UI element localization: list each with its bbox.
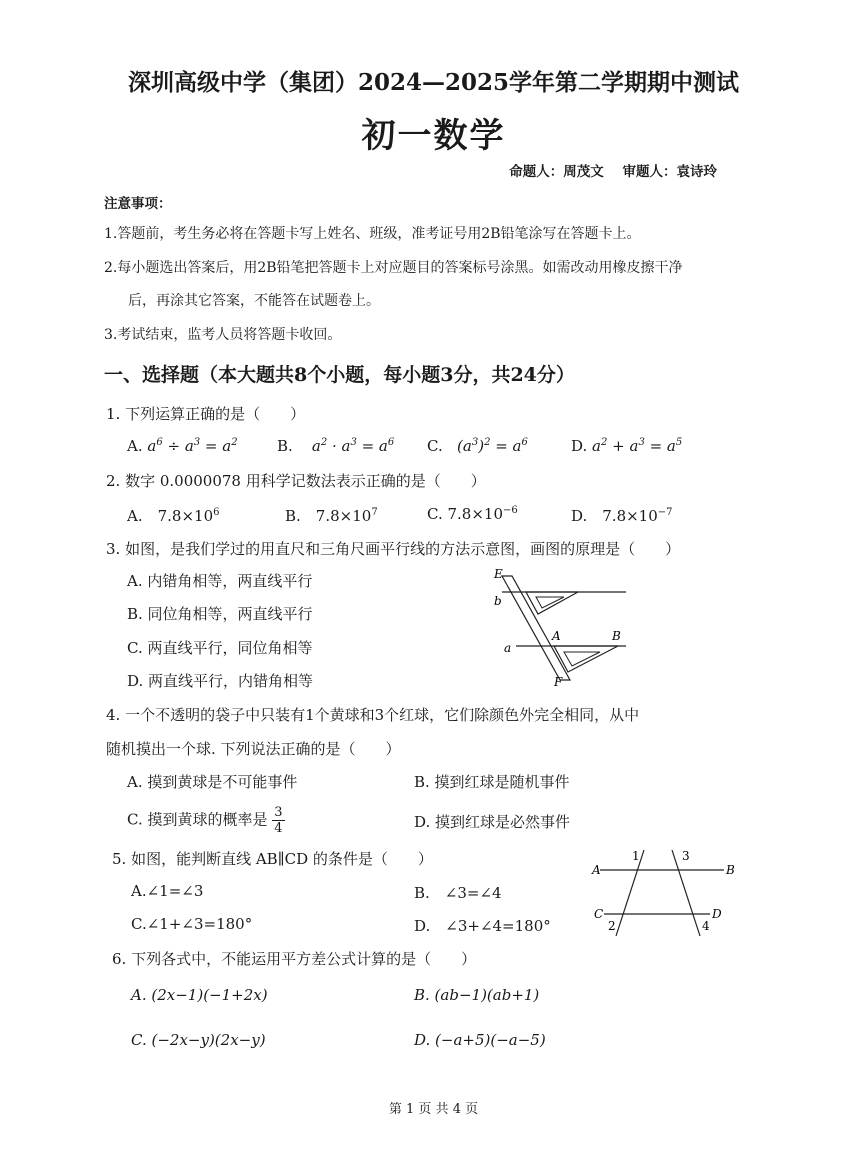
q1-option-d: D. $a^2 + a^3 = a^5$	[571, 437, 683, 455]
page-footer: 第 1 页 共 4 页	[388, 1102, 479, 1117]
label-1: 1	[632, 849, 640, 863]
q1-option-b: B. $a^2 \cdot a^3 = a^6$	[277, 437, 395, 455]
notice-item-1: 1.答题前，考生务必将在答题卡写上姓名、班级，准考证号用2B铅笔涂写在答题卡上。	[104, 226, 641, 242]
q3-option-d: D. 两直线平行，内错角相等	[127, 672, 314, 690]
q4-c-text: C. 摸到黄球的概率是	[127, 810, 268, 829]
q4-option-d: D. 摸到红球是必然事件	[414, 813, 571, 831]
q6-option-a: A. (2x−1)(−1+2x)	[131, 986, 268, 1004]
q4-option-a: A. 摸到黄球是不可能事件	[127, 773, 298, 791]
q3-option-b: B. 同位角相等，两直线平行	[127, 605, 313, 623]
q1-option-a: A. $a^6 \div a^3 = a^2$	[127, 437, 238, 455]
question-4-stem-1: 4. 一个不透明的袋子中只装有1个黄球和3个红球，它们除颜色外完全相同，从中	[106, 706, 640, 724]
q3-option-c: C. 两直线平行，同位角相等	[127, 639, 313, 657]
fraction-denominator: 4	[274, 821, 283, 836]
label-4: 4	[702, 919, 710, 933]
notice-item-3: 3.考试结束，监考人员将答题卡收回。	[104, 327, 342, 343]
notice-item-2-cont: 后，再涂其它答案，不能答在试题卷上。	[128, 293, 380, 309]
label-C: C	[594, 907, 604, 921]
q3-figure	[488, 568, 638, 690]
q2-option-b	[285, 505, 378, 526]
transversal-left	[616, 850, 644, 936]
label-A: A	[592, 863, 601, 877]
q1-b-label: B.	[277, 437, 293, 455]
triangle-lower-inner	[564, 652, 600, 666]
question-2-stem: 2. 数字 0.0000078 用科学记数法表示正确的是（ ）	[106, 472, 486, 490]
q2-option-c	[427, 505, 518, 523]
exam-subject: 初一数学	[361, 116, 506, 156]
q5-option-a: A.∠1=∠3	[131, 882, 204, 900]
q6-option-d: D. (−a+5)(−a−5)	[414, 1031, 546, 1049]
label-a: a	[504, 641, 512, 655]
q3-option-a: A. 内错角相等，两直线平行	[127, 572, 313, 590]
label-2: 2	[608, 919, 616, 933]
question-3-stem: 3. 如图，是我们学过的用直尺和三角尺画平行线的方法示意图，画图的原理是（ ）	[106, 540, 681, 558]
q2-option-a	[127, 505, 220, 526]
label-B: B	[612, 629, 621, 643]
question-6-stem: 6. 下列各式中，不能运用平方差公式计算的是（ ）	[112, 950, 477, 968]
q1-a-label: A.	[127, 437, 143, 455]
section-heading: 一、选择题（本大题共8个小题，每小题3分，共24分）	[104, 364, 575, 386]
q2-c-text: C. 7.8×10	[427, 505, 503, 523]
author: 命题人：周茂文	[509, 164, 604, 180]
label-F: F	[554, 675, 563, 689]
notice-heading: 注意事项：	[104, 196, 172, 212]
label-A: A	[552, 629, 561, 643]
q2-b-text: B. 7.8×10	[285, 507, 372, 525]
q2-a-exp: 6	[213, 507, 220, 518]
q2-c-exp: −6	[503, 505, 518, 516]
label-E: E	[494, 568, 503, 581]
q2-option-d	[571, 505, 673, 526]
q2-b-exp: 7	[371, 507, 378, 518]
author-line	[509, 160, 717, 180]
reviewer: 审题人：袁诗玲	[622, 164, 717, 180]
q1-d-label: D.	[571, 437, 588, 455]
q6-option-b: B. (ab−1)(ab+1)	[414, 986, 540, 1004]
q5-option-b: B. ∠3=∠4	[414, 884, 502, 902]
q2-d-text: D. 7.8×10	[571, 507, 658, 525]
q4-c-fraction	[272, 805, 284, 836]
fraction-numerator: 3	[274, 805, 283, 820]
q5-option-d: D. ∠3+∠4=180°	[414, 917, 551, 935]
label-D: D	[712, 907, 722, 921]
label-B: B	[726, 863, 735, 877]
q4-option-b: B. 摸到红球是随机事件	[414, 773, 570, 791]
question-5-stem: 5. 如图，能判断直线 AB∥CD 的条件是（ ）	[112, 850, 433, 868]
label-b: b	[494, 594, 502, 608]
exam-title: 深圳高级中学（集团）2024—2025学年第二学期期中测试	[127, 69, 740, 96]
q4-option-c	[127, 805, 285, 836]
q1-option-c: C. $(a^3)^2 = a^6$	[427, 437, 528, 455]
question-1-stem: 1. 下列运算正确的是（ ）	[106, 405, 306, 423]
q2-d-exp: −7	[657, 507, 673, 518]
q6-option-c: C. (−2x−y)(2x−y)	[131, 1031, 266, 1049]
q5-option-c: C.∠1+∠3=180°	[131, 915, 253, 933]
q1-c-label: C.	[427, 437, 443, 455]
q2-a-text: A. 7.8×10	[127, 507, 214, 525]
notice-item-2: 2.每小题选出答案后，用2B铅笔把答题卡上对应题目的答案标号涂黑。如需改动用橡皮擦干净	[104, 260, 683, 276]
question-4-stem-2: 随机摸出一个球. 下列说法正确的是（ ）	[106, 740, 401, 758]
q5-figure	[590, 846, 738, 940]
label-3: 3	[682, 849, 690, 863]
